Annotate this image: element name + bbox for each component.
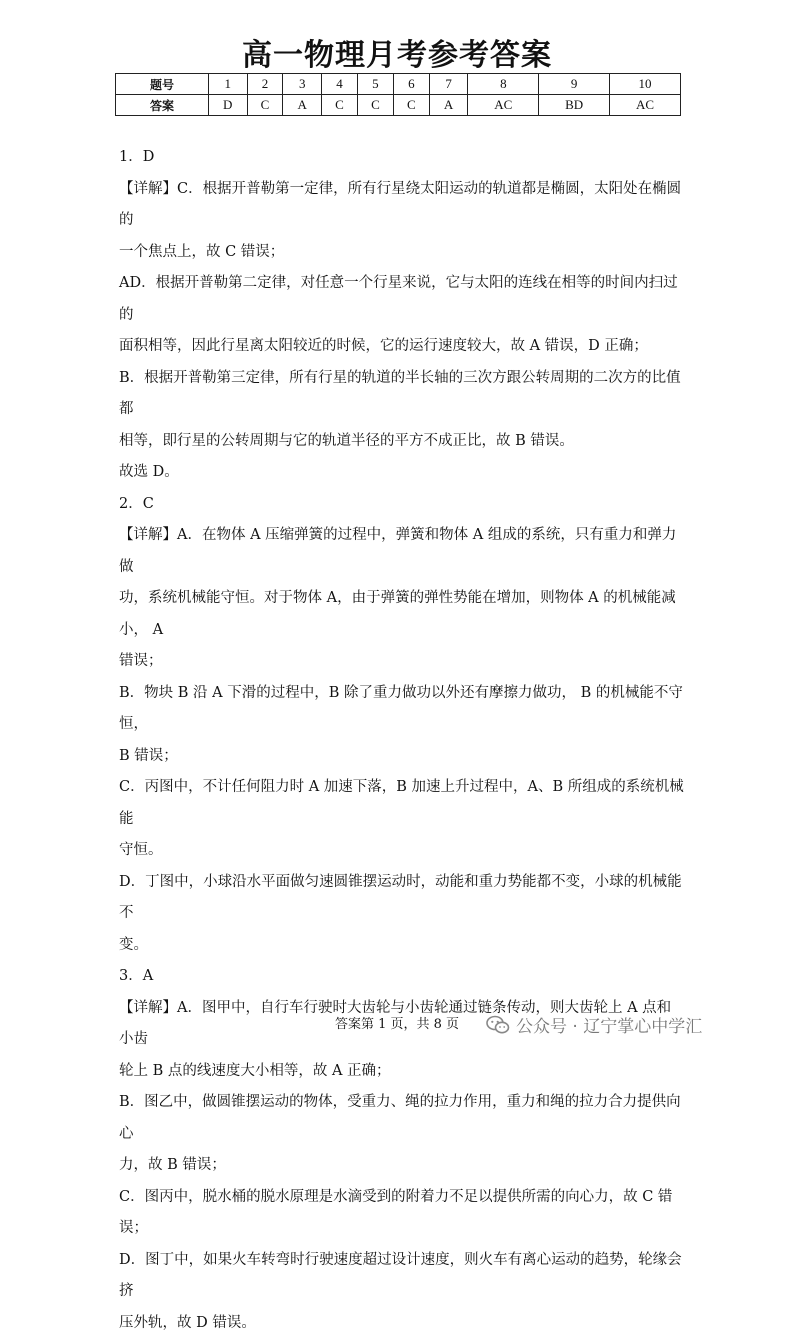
page-footer: 答案第 1 页，共 8 页 [0, 1013, 794, 1032]
answer-table-answer-row [116, 95, 681, 116]
question-number: 10 [610, 74, 681, 95]
answer-cell: C [322, 95, 358, 116]
row-label-number: 题号 [116, 74, 209, 95]
explanation-line: 相等，即行星的公转周期与它的轨道半径的平方不成正比，故 B 错误。 [119, 426, 685, 458]
question-number: 9 [539, 74, 610, 95]
question-number: 3 [283, 74, 322, 95]
conclusion-line: 故选 D。 [119, 457, 685, 489]
answer-cell: BD [539, 95, 610, 116]
question-number: 6 [393, 74, 429, 95]
explanation-line: 变。 [119, 930, 685, 962]
question-number: 5 [357, 74, 393, 95]
explanation-line: D．图丁中，如果火车转弯时行驶速度超过设计速度，则火车有离心运动的趋势，轮缘会挤 [119, 1245, 685, 1308]
explanation-line: B．图乙中，做圆锥摆运动的物体，受重力、绳的拉力作用，重力和绳的拉力合力提供向心 [119, 1087, 685, 1150]
answer-cell: AC [610, 95, 681, 116]
question-number: 8 [468, 74, 539, 95]
explanation-line: 轮上 B 点的线速度大小相等，故 A 正确； [119, 1056, 685, 1088]
watermark-text: 公众号 · 辽宁掌心中学汇 [516, 1012, 702, 1037]
question-heading: 2．C [119, 489, 685, 521]
question-number: 2 [247, 74, 283, 95]
explanation-line: 压外轨，故 D 错误。 [119, 1308, 685, 1339]
question-number: 7 [429, 74, 468, 95]
explanation-line: AD．根据开普勒第二定律，对任意一个行星来说，它与太阳的连线在相等的时间内扫过的 [119, 268, 685, 331]
explanation-line: B．物块 B 沿 A 下滑的过程中，B 除了重力做功以外还有摩擦力做功， B 的机械能不守恒， [119, 678, 685, 741]
answer-table-number-row [116, 74, 681, 95]
answer-cell: A [429, 95, 468, 116]
row-label-answer: 答案 [116, 95, 209, 116]
watermark [486, 1012, 702, 1037]
explanation-line: B．根据开普勒第三定律，所有行星的轨道的半长轴的三次方跟公转周期的二次方的比值都 [119, 363, 685, 426]
question-heading: 3．A [119, 961, 685, 993]
wechat-icon [486, 1015, 510, 1035]
explanation-line: 守恒。 [119, 835, 685, 867]
explanation-line: 【详解】A．在物体 A 压缩弹簧的过程中，弹簧和物体 A 组成的系统，只有重力和弹力做 [119, 520, 685, 583]
answer-cell: D [208, 95, 247, 116]
explanation-line: 【详解】C．根据开普勒第一定律，所有行星绕太阳运动的轨道都是椭圆，太阳处在椭圆的 [119, 174, 685, 237]
explanation-line: 功，系统机械能守恒。对于物体 A，由于弹簧的弹性势能在增加，则物体 A 的机械能减小， A [119, 583, 685, 646]
answer-cell: C [247, 95, 283, 116]
explanation-line: 错误； [119, 646, 685, 678]
answer-explanations [119, 142, 685, 1339]
explanation-line: 一个焦点上，故 C 错误； [119, 237, 685, 269]
explanation-line: 面积相等，因此行星离太阳较近的时候，它的运行速度较大，故 A 错误，D 正确； [119, 331, 685, 363]
question-number: 1 [208, 74, 247, 95]
answer-cell: C [357, 95, 393, 116]
explanation-line: 力，故 B 错误； [119, 1150, 685, 1182]
question-number: 4 [322, 74, 358, 95]
answer-cell: C [393, 95, 429, 116]
explanation-line: B 错误； [119, 741, 685, 773]
question-heading: 1．D [119, 142, 685, 174]
explanation-line: 【详解】A．图甲中，自行车行驶时大齿轮与小齿轮通过链条传动，则大齿轮上 A 点和小齿 [119, 993, 685, 1056]
explanation-line: C．图丙中，脱水桶的脱水原理是水滴受到的附着力不足以提供所需的向心力，故 C 错误； [119, 1182, 685, 1245]
answer-cell: A [283, 95, 322, 116]
answer-cell: AC [468, 95, 539, 116]
explanation-line: C．丙图中，不计任何阻力时 A 加速下落，B 加速上升过程中，A、B 所组成的系统机械能 [119, 772, 685, 835]
page-title: 高一物理月考参考答案 [0, 30, 794, 74]
answer-table [115, 73, 681, 116]
explanation-line: D．丁图中，小球沿水平面做匀速圆锥摆运动时，动能和重力势能都不变，小球的机械能不 [119, 867, 685, 930]
